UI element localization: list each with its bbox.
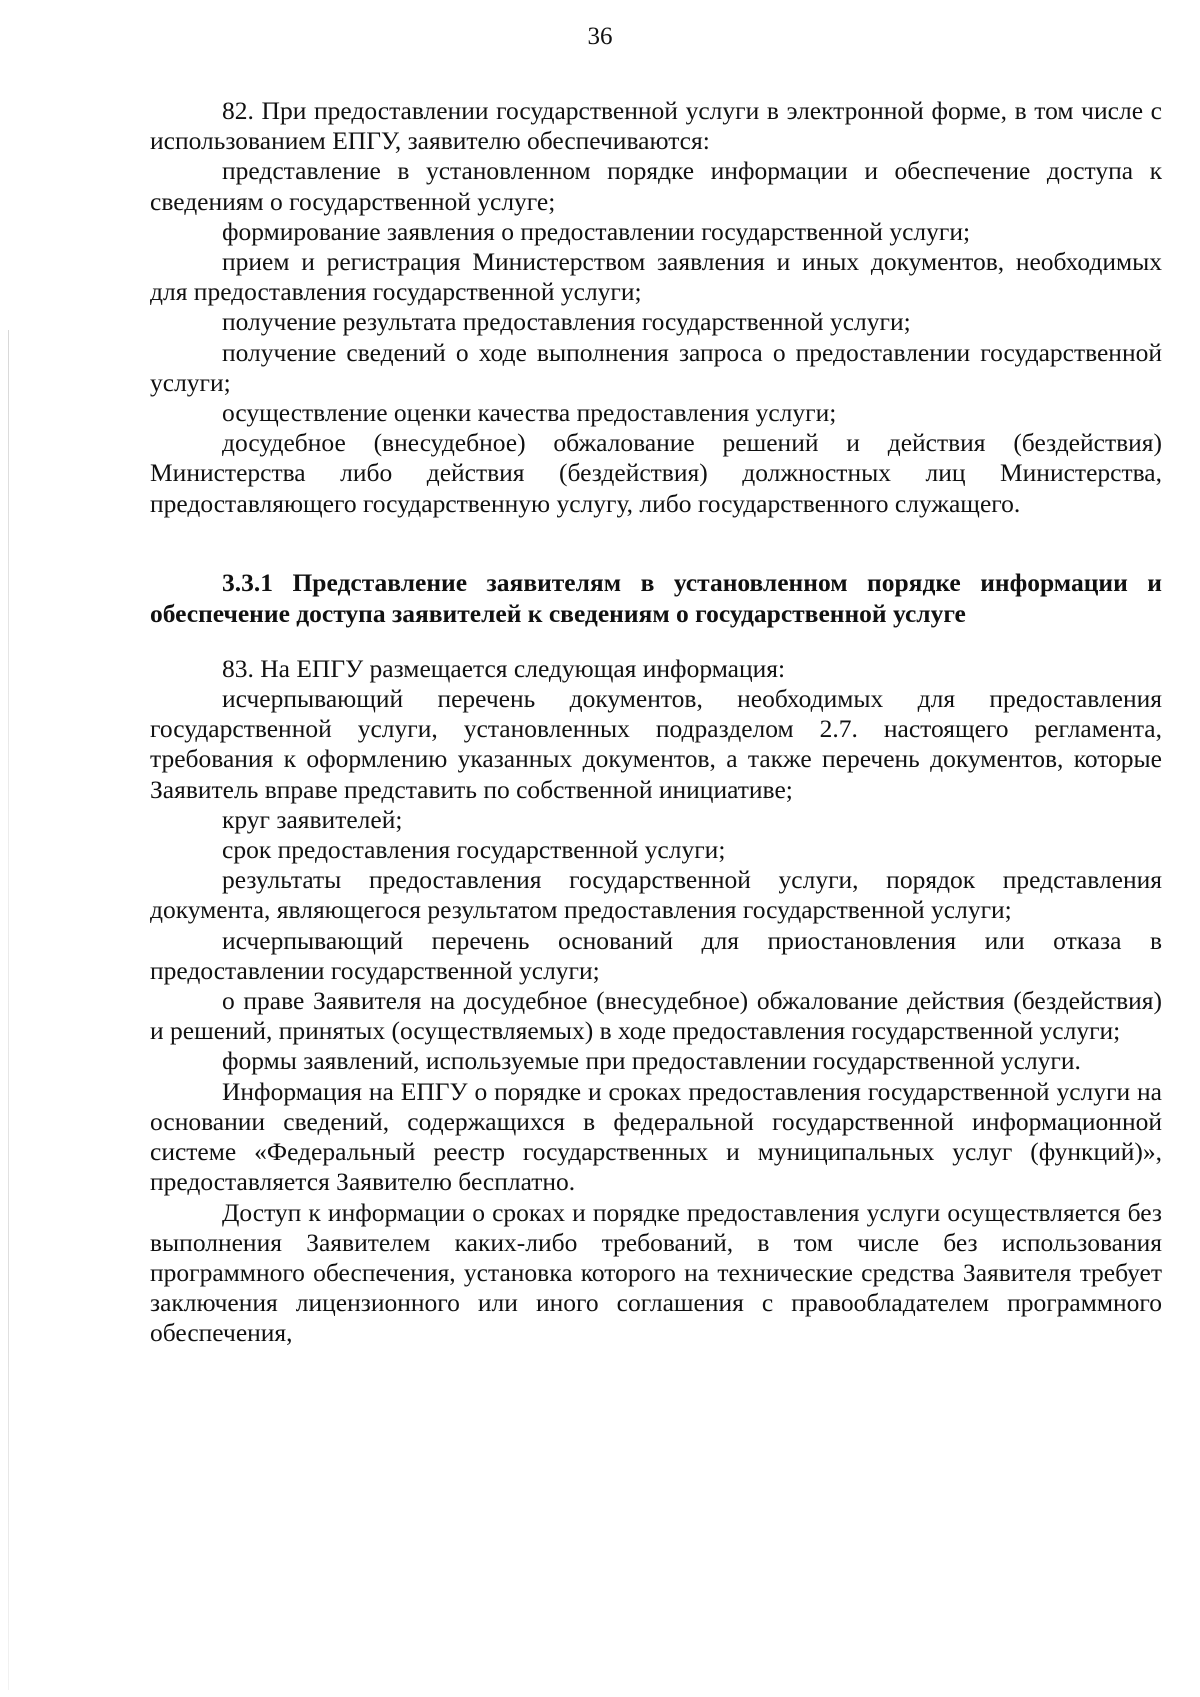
paragraph-82-intro: 82. При предоставлении государственной услуги в электронной форме, в том числе с использованием ЕПГУ, заявителю обеспечиваются: [150,96,1162,156]
section-82 [150,96,1162,519]
list-item: осуществление оценки качества предоставления услуги; [222,398,837,428]
document-body [150,96,1162,1349]
list-item: получение результата предоставления государственной услуги; [222,307,911,337]
list-item: представление в установленном порядке информации и обеспечение доступа к сведениям о государственной услуге; [150,156,1162,216]
list-item: исчерпывающий перечень оснований для приостановления или отказа в предоставлении государственной услуги; [150,925,1162,985]
list-item: формирование заявления о предоставлении государственной услуги; [222,216,971,246]
paragraph-info-free: Информация на ЕПГУ о порядке и сроках предоставления государственной услуги на основании сведений, содержащихся в федеральной государственной информационной системе «Федеральный реестр государственных и муниципальных услуг (функций)», предоставляется Заявителю бесплатно. [150,1076,1162,1197]
list-item: формы заявлений, используемые при предоставлении государственной услуги. [222,1046,1081,1076]
list-item: получение сведений о ходе выполнения запроса о предоставлении государственной услуги; [150,337,1162,397]
section-heading-3-3-1: 3.3.1 Представление заявителям в установленном порядке информации и обеспечение доступа заявителей к сведениям о государственной услуге [150,567,1162,628]
scan-edge-line [8,330,9,1690]
list-item: досудебное (внесудебное) обжалование решений и действия (бездействия) Министерства либо действия (бездействия) должностных лиц Министерства, предоставляющего государственную услугу, либо государственного служащего. [150,428,1162,518]
paragraph-access: Доступ к информации о сроках и порядке предоставления услуги осуществляется без выполнения Заявителем каких-либо требований, в том числе без использования программного обеспечения, установка которого на технические средства Заявителя требует заключения лицензионного или иного соглашения с правообладателем программного обеспечения, [150,1197,1162,1348]
paragraph-83-intro: 83. На ЕПГУ размещается следующая информация: [222,653,786,683]
list-item: прием и регистрация Министерством заявления и иных документов, необходимых для предоставления государственной услуги; [150,247,1162,307]
list-item: результаты предоставления государственной услуги, порядок представления документа, являющегося результатом предоставления государственной услуги; [150,865,1162,925]
list-item: круг заявителей; [222,804,403,834]
list-item: исчерпывающий перечень документов, необходимых для предоставления государственной услуги, установленных подразделом 2.7. настоящего регламента, требования к оформлению указанных документов, а также перечень документов, которые Заявитель вправе представить по собственной инициативе; [150,684,1162,804]
page-number: 36 [587,23,613,50]
list-item: срок предоставления государственной услуги; [222,835,726,865]
list-item: о праве Заявителя на досудебное (внесудебное) обжалование действия (бездействия) и решений, принятых (осуществляемых) в ходе предоставления государственной услуги; [150,986,1162,1046]
section-83 [150,654,1162,1349]
